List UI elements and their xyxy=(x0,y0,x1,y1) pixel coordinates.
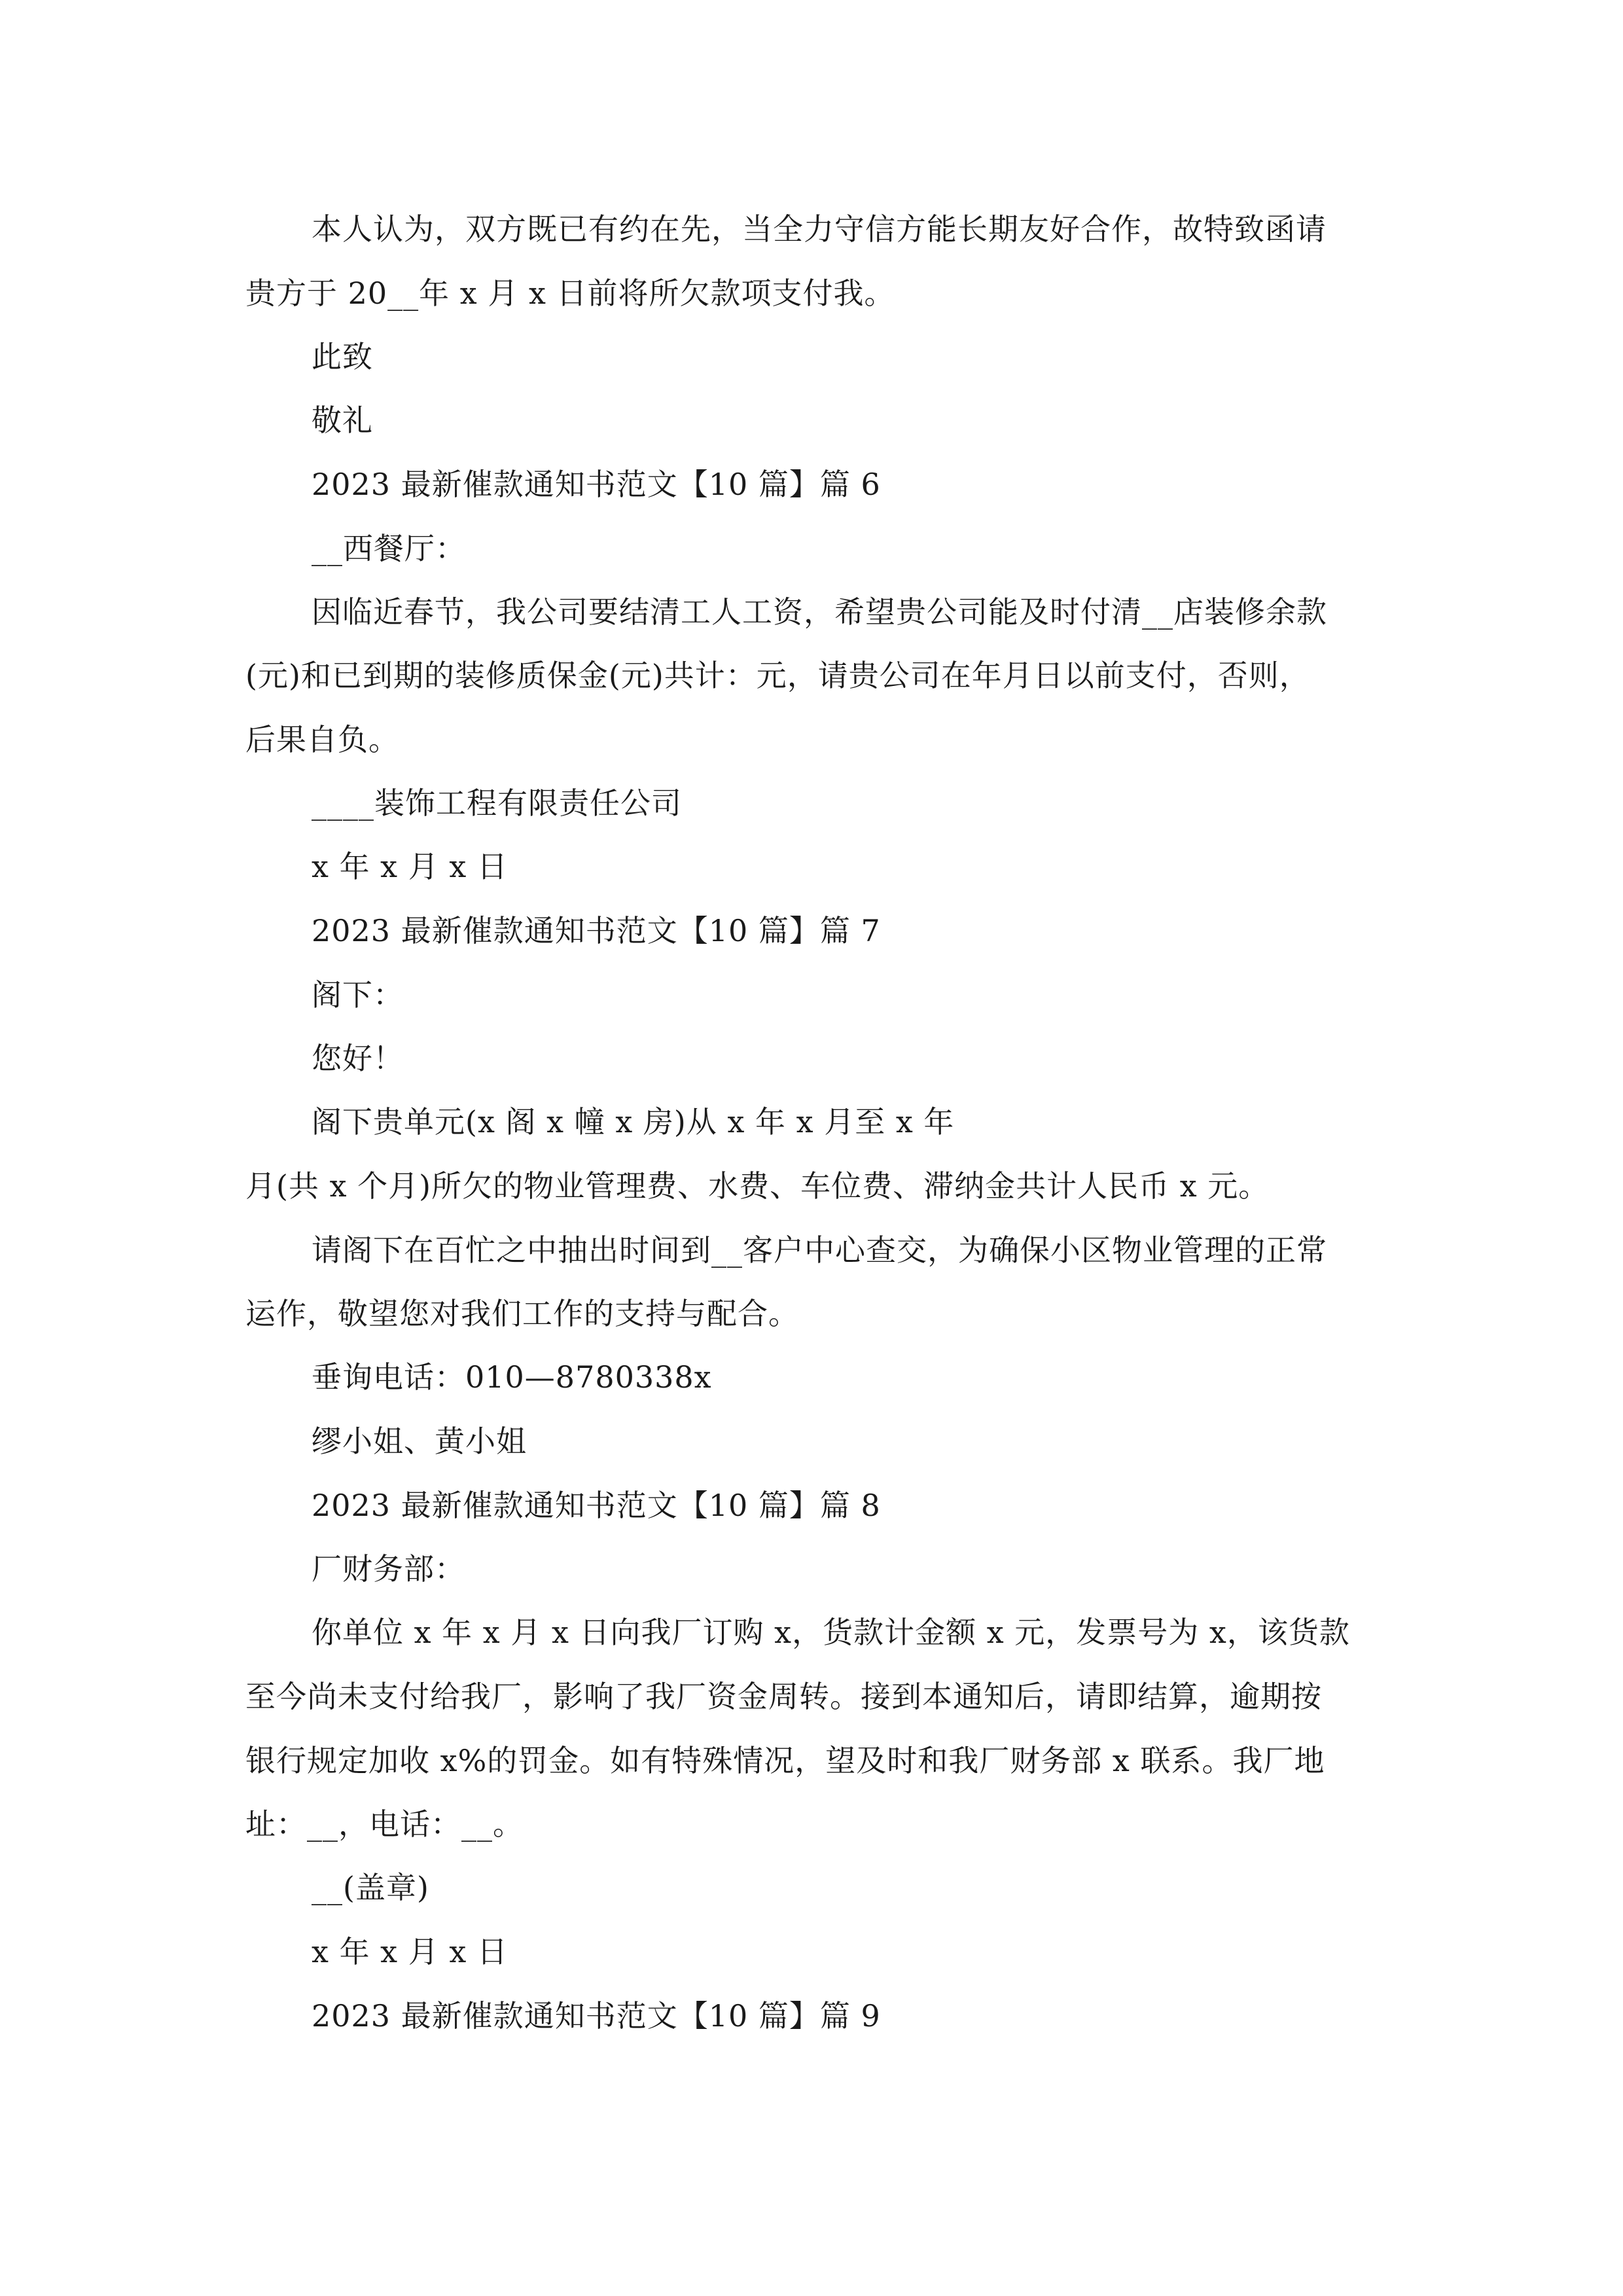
paragraph-line: 址：__，电话：__。 xyxy=(245,1806,524,1842)
paragraph-line: 请阁下在百忙之中抽出时间到__客户中心查交，为确保小区物业管理的正常 xyxy=(312,1232,1327,1268)
paragraph-line: 至今尚未支付给我厂，影响了我厂资金周转。接到本通知后，请即结算，逾期按 xyxy=(245,1679,1322,1714)
closing-line: 此致 xyxy=(312,339,373,374)
contact-names: 缪小姐、黄小姐 xyxy=(312,1424,527,1459)
salutation: 阁下： xyxy=(312,977,404,1013)
paragraph-line: 因临近春节，我公司要结清工人工资，希望贵公司能及时付清__店装修余款 xyxy=(312,594,1327,630)
paragraph-line: 本人认为，双方既已有约在先，当全力守信方能长期友好合作，故特致函请 xyxy=(312,211,1327,247)
signature-line: __(盖章) xyxy=(312,1870,429,1905)
paragraph-line: 月(共 x 个月)所欠的物业管理费、水费、车位费、滞纳金共计人民币 x 元。 xyxy=(245,1168,1270,1204)
greeting: 您好！ xyxy=(312,1041,404,1076)
salutation: __西餐厅： xyxy=(312,531,466,566)
signature-line: ____装饰工程有限责任公司 xyxy=(312,785,682,821)
paragraph-line: 你单位 x 年 x 月 x 日向我厂订购 x，货款计金额 x 元，发票号为 x，该货款 xyxy=(312,1615,1350,1650)
section-heading: 2023 最新催款通知书范文【10 篇】篇 6 xyxy=(312,467,881,502)
paragraph-line: 贵方于 20__年 x 月 x 日前将所欠款项支付我。 xyxy=(245,276,895,311)
section-heading: 2023 最新催款通知书范文【10 篇】篇 9 xyxy=(312,1998,881,2034)
salutation: 厂财务部： xyxy=(312,1551,465,1587)
contact-phone: 垂询电话：010—8780338x xyxy=(312,1359,712,1395)
date-line: x 年 x 月 x 日 xyxy=(312,849,508,884)
closing-line: 敬礼 xyxy=(312,403,373,438)
paragraph-line: 银行规定加收 x%的罚金。如有特殊情况，望及时和我厂财务部 x 联系。我厂地 xyxy=(245,1743,1325,1778)
paragraph-line: 后果自负。 xyxy=(245,722,399,757)
date-line: x 年 x 月 x 日 xyxy=(312,1934,508,1969)
section-heading: 2023 最新催款通知书范文【10 篇】篇 8 xyxy=(312,1488,881,1523)
paragraph-line: (元)和已到期的装修质保金(元)共计：元，请贵公司在年月日以前支付，否则， xyxy=(245,658,1310,693)
section-heading: 2023 最新催款通知书范文【10 篇】篇 7 xyxy=(312,913,881,948)
paragraph-line: 阁下贵单元(x 阁 x 幢 x 房)从 x 年 x 月至 x 年 xyxy=(312,1104,955,1139)
paragraph-line: 运作，敬望您对我们工作的支持与配合。 xyxy=(245,1296,799,1331)
